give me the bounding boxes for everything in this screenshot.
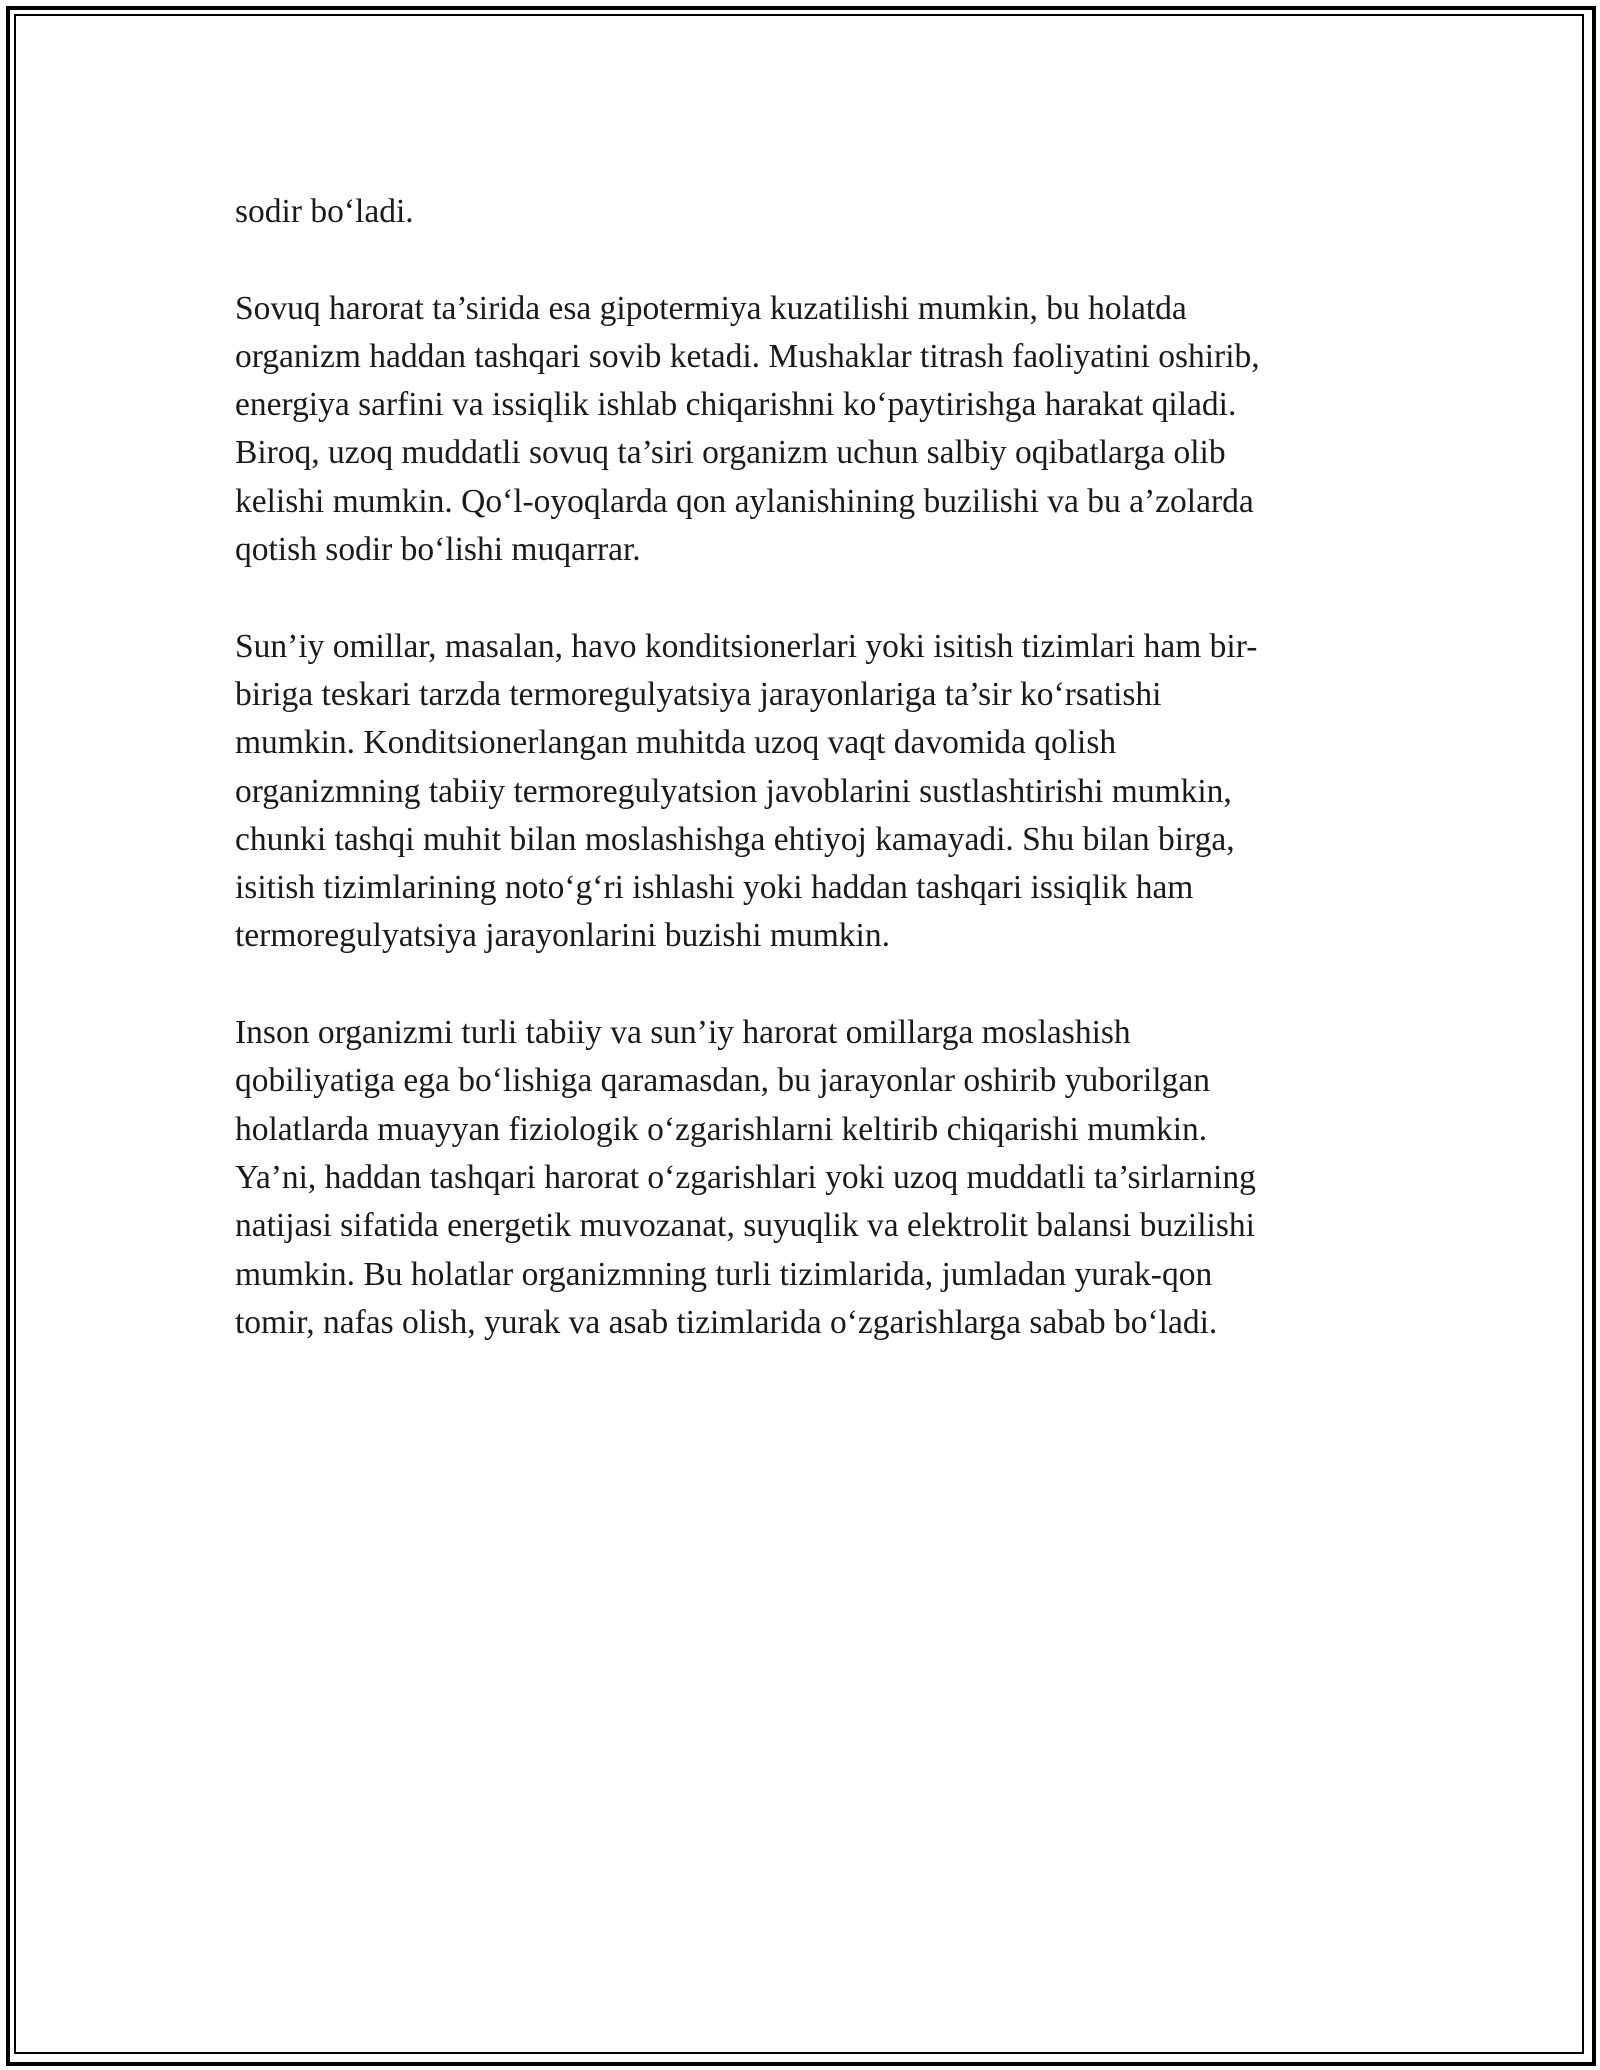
paragraph-line: Biroq, uzoq muddatli sovuq ta’siri organizm uchun salbiy oqibatlarga olib (235, 434, 1226, 472)
paragraph-line: organizmning tabiiy termoregulyatsion javoblarini sustlashtirishi mumkin, (235, 772, 1232, 810)
paragraph-line: qobiliyatiga ega bo‘lishiga qaramasdan, bu jarayonlar oshirib yuborilgan (235, 1062, 1210, 1100)
paragraph-line: mumkin. Konditsionerlangan muhitda uzoq vaqt davomida qolish (235, 724, 1117, 762)
paragraph-line: Sovuq harorat ta’sirida esa gipotermiya kuzatilishi mumkin, bu holatda (235, 289, 1187, 327)
paragraph-line: qotish sodir bo‘lishi muqarrar. (235, 531, 641, 569)
paragraph-line: Sun’iy omillar, masalan, havo konditsionerlari yoki isitish tizimlari ham bir- (235, 627, 1258, 665)
document-body (235, 188, 1365, 1395)
paragraph-line: holatlarda muayyan fiziologik o‘zgarishlarni keltirib chiqarishi mumkin. (235, 1110, 1208, 1148)
paragraph-line: sodir bo‘ladi. (235, 193, 414, 230)
paragraph-line: energiya sarfini va issiqlik ishlab chiqarishni ko‘paytirishga harakat qiladi. (235, 386, 1237, 424)
paragraph-line: biriga teskari tarzda termoregulyatsiya jarayonlariga ta’sir ko‘rsatishi (235, 675, 1162, 713)
paragraph-4 (235, 1009, 1365, 1347)
paragraph-line: kelishi mumkin. Qo‘l-oyoqlarda qon aylanishining buzilishi va bu a’zolarda (235, 482, 1254, 520)
paragraph-line: mumkin. Bu holatlar organizmning turli tizimlarida, jumladan yurak-qon (235, 1255, 1213, 1293)
paragraph-3 (235, 623, 1365, 961)
paragraph-line: chunki tashqi muhit bilan moslashishga ehtiyoj kamayadi. Shu bilan birga, (235, 820, 1235, 858)
paragraph-2 (235, 285, 1365, 575)
paragraph-line: Ya’ni, haddan tashqari harorat o‘zgarishlari yoki uzoq muddatli ta’sirlarning (235, 1158, 1256, 1196)
paragraph-line: isitish tizimlarining noto‘g‘ri ishlashi yoki haddan tashqari issiqlik ham (235, 869, 1194, 907)
paragraph-line: Inson organizmi turli tabiiy va sun’iy harorat omillarga moslashish (235, 1014, 1131, 1052)
paragraph-1 (235, 188, 1365, 236)
paragraph-line: natijasi sifatida energetik muvozanat, suyuqlik va elektrolit balansi buzilishi (235, 1207, 1255, 1245)
paragraph-line: organizm haddan tashqari sovib ketadi. Mushaklar titrash faoliyatini oshirib, (235, 337, 1260, 375)
paragraph-line: termoregulyatsiya jarayonlarini buzishi mumkin. (235, 917, 890, 955)
paragraph-line: tomir, nafas olish, yurak va asab tizimlarida o‘zgarishlarga sabab bo‘ladi. (235, 1303, 1218, 1341)
